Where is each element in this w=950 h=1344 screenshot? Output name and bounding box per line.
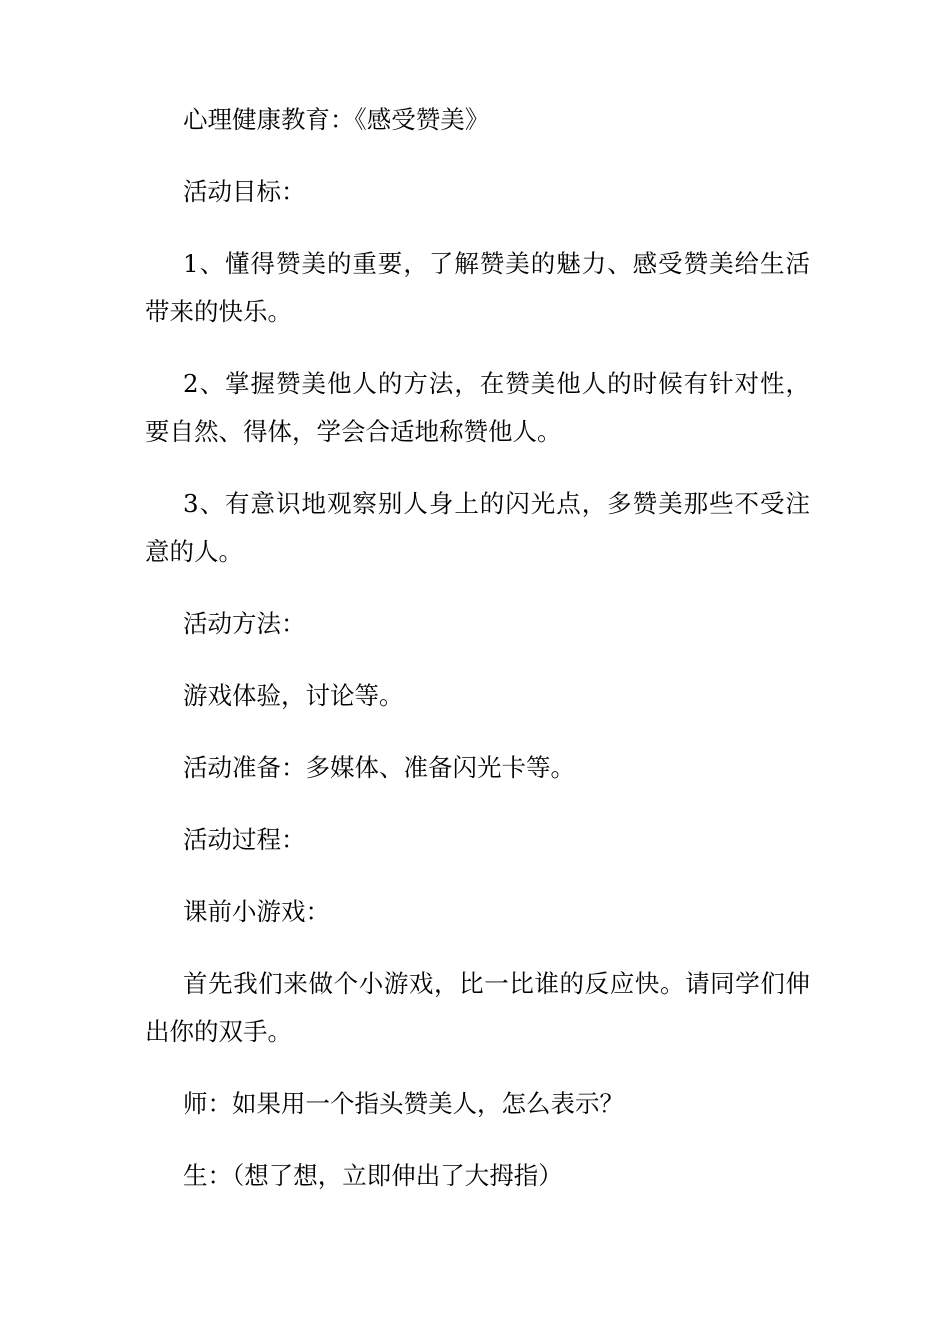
section-heading-goals: 活动目标： [183,177,306,206]
preparation-text: 活动准备：多媒体、准备闪光卡等。 [183,753,575,782]
document-title: 心理健康教育：《感受赞美》 [183,105,490,134]
goal-item-1: 1、懂得赞美的重要，了解赞美的魅力、感受赞美给生活带来的快乐。 [145,249,810,326]
teacher-line: 师：如果用一个指头赞美人，怎么表示？ [183,1089,624,1118]
student-line: 生：（想了想，立即伸出了大拇指） [183,1161,563,1190]
document-body [145,96,810,1224]
subheading-pre-class-game: 课前小游戏： [183,897,330,926]
section-heading-process: 活动过程： [183,825,306,854]
goal-item-3: 3、有意识地观察别人身上的闪光点，多赞美那些不受注意的人。 [145,489,810,566]
goal-item-2: 2、掌握赞美他人的方法，在赞美他人的时候有针对性，要自然、得体，学会合适地称赞他人。 [145,369,810,446]
section-heading-methods: 活动方法： [183,609,306,638]
methods-text: 游戏体验，讨论等。 [183,681,404,710]
game-intro-text: 首先我们来做个小游戏，比一比谁的反应快。请同学们伸出你的双手。 [145,969,810,1046]
